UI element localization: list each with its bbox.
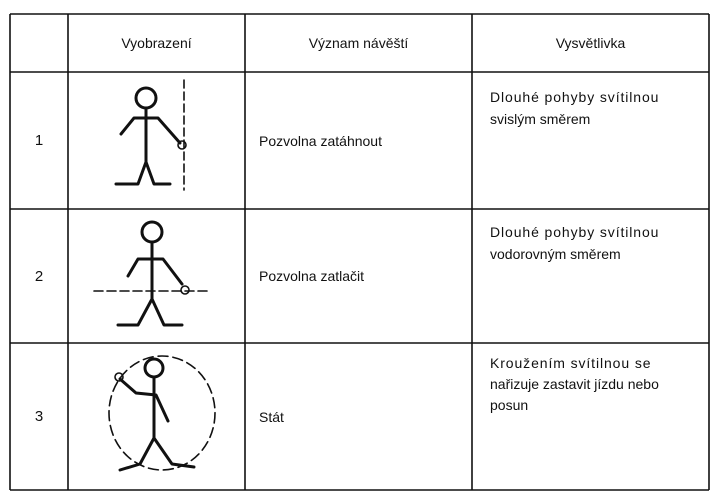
- row-2-number: 2: [34, 267, 44, 285]
- header-meaning: Význam návěští: [308, 35, 409, 51]
- row-3-number: 3: [34, 408, 44, 425]
- row-2-explanation: [472, 221, 709, 265]
- explanation-line: nařizuje zastavit jízdu nebo: [490, 376, 659, 392]
- explanation-line: Dlouhé pohyby svítilnou: [490, 224, 660, 240]
- row-3-meaning: Stát: [259, 408, 284, 425]
- explanation-line: svislým směrem: [490, 111, 591, 127]
- explanation-line: posun: [490, 397, 529, 413]
- row-2-meaning: Pozvolna zatlačit: [259, 268, 365, 284]
- stick-figure-lamp-circle-icon: [68, 343, 245, 490]
- explanation-line: Dlouhé pohyby svítilnou: [490, 89, 660, 105]
- header-image: Vyobrazení: [121, 35, 192, 51]
- explanation-line: vodorovným směrem: [490, 246, 621, 262]
- row-1-explanation: [472, 86, 709, 130]
- header-number: [10, 14, 68, 72]
- row-3-explanation: [472, 353, 709, 416]
- row-1-meaning: Pozvolna zatáhnout: [259, 132, 382, 149]
- stick-figure-lamp-vertical-icon: [68, 72, 245, 209]
- header-explanation: Vysvětlivka: [555, 35, 626, 51]
- stick-figure-lamp-horizontal-icon: [68, 209, 245, 343]
- row-1-number: 1: [34, 132, 44, 149]
- explanation-line: Kroužením svítilnou se: [490, 355, 652, 371]
